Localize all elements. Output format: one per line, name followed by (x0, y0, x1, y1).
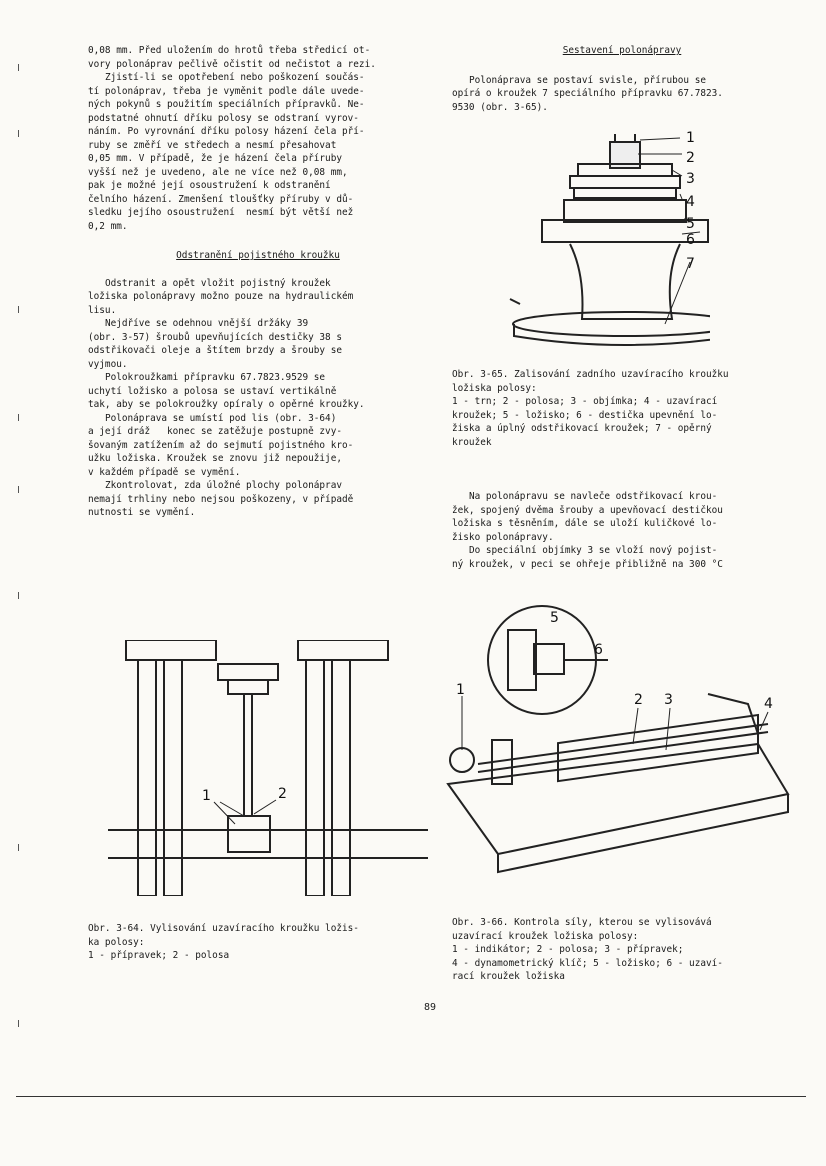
section-heading-assembly: Sestavení polonápravy (562, 45, 682, 56)
margin-mark (18, 306, 19, 313)
figure-label: 3 (664, 692, 673, 708)
paragraph: Na polonápravu se navleče odstřikovací krou- žek, spojený dvěma šrouby a upevňovací destičkou ložiska s těsněním, dále se uloží kuličkové lo- žisko polonápravy. (452, 491, 723, 543)
figure-3-65-caption: Obr. 3-65. Zalisování zadního uzavíracího kroužku ložiska polosy: 1 - trn; 2 - polosa; 3 - objímka; 4 - uzavírací kroužek; 5 - ložisko; 6 - destička upevnění lo- žiska a úplný odstřikovací kroužek; 7 - opěrný kroužek (452, 369, 729, 448)
paragraph: Zkontrolovat, zda úložné plochy polonáprav nemají trhliny nebo nejsou poškozeny, v případě nutnosti se vymění. (88, 480, 354, 518)
figure-label: 3 (686, 171, 695, 187)
bottom-rule (16, 1096, 806, 1097)
figure-label: 1 (686, 130, 695, 146)
figure-label: 2 (686, 150, 695, 166)
figure-label: 4 (686, 194, 695, 210)
figure-3-64-caption: Obr. 3-64. Vylisování uzavíracího kroužku ložis- ka polosy: 1 - přípravek; 2 - polosa (88, 923, 359, 961)
figure-label: 6 (686, 232, 695, 248)
margin-mark (18, 592, 19, 599)
figure-3-66-illustration (438, 604, 798, 904)
right-column-middle (452, 490, 792, 571)
paragraph: Polonáprava se umístí pod lis (obr. 3-64) a její dráž konec se zatěžuje postupně zvy- šovaným zatížením až do sejmutí pojistného kro- užku ložiska. Kroužek se znovu již nepoužije, v každém případě se vymění. (88, 412, 354, 478)
paragraph: Nejdříve se odehnou vnější držáky 39 (obr. 3-57) šroubů upevňujících destičky 38 s odstřikovači oleje a štítem brzdy a šrouby se vyjmou. (88, 318, 342, 370)
page-number: 89 (424, 1002, 437, 1013)
margin-mark (18, 64, 19, 71)
figure-3-65-illustration (490, 124, 710, 354)
figure-3-66-caption: Obr. 3-66. Kontrola síly, kterou se vylisovává uzavírací kroužek ložiska polosy: 1 - indikátor; 2 - polosa; 3 - přípravek; 4 - dynamometrický klíč; 5 - ložisko; 6 - uzaví- rací kroužek ložiska (452, 917, 723, 982)
paragraph: Do speciální objímky 3 se vloží nový pojist- ný kroužek, v peci se ohřeje přibližně na 300 °C (452, 545, 723, 570)
figure-label: 2 (278, 786, 287, 802)
figure-label: 5 (550, 610, 559, 626)
figure-label: 4 (764, 696, 773, 712)
figure-label: 5 (686, 216, 695, 232)
figure-label: 2 (634, 692, 643, 708)
margin-mark (18, 414, 19, 421)
margin-mark (18, 130, 19, 137)
paragraph: Polokroužkami přípravku 67.7823.9529 se uchytí ložisko a polosa se ustaví vertikálně tak, aby se polokroužky opíraly o opěrné kroužky. (88, 372, 365, 410)
figure-label: 1 (456, 682, 465, 698)
figure-3-64-illustration (98, 640, 438, 896)
paragraph-top: 0,08 mm. Před uložením do hrotů třeba středicí ot- vory polonáprav pečlivě očistit od nečistot a rezi. Zjistí-li se opotřebení nebo poškození součás- tí polonáprav, třeba je vyměnit podle dále uvede- ných pokynů s použitím speciálních přípravků. Ne- podstatné ohnutí dříku polosy se odstraní vyrov- náním. Po vyrovnání dříku polosy házení čela pří- ruby se změří ve středech a nesmí přesahovat 0,05 mm. V případě, že je házení čela příruby vyšší než je uvedeno, ale ne více než 0,08 mm, pak je možné její osoustružení k odstranění čelního házení. Zmenšení tloušťky příruby v dů- sledku jejího osoustružení nesmí být větší než 0,2 mm. (88, 45, 376, 232)
right-column-top (452, 44, 792, 114)
margin-mark (18, 1020, 19, 1027)
margin-mark (18, 486, 19, 493)
figure-label: 1 (202, 788, 211, 804)
figure-label: 7 (686, 256, 695, 272)
section-heading-retaining-ring: Odstranění pojistného kroužku (176, 250, 340, 261)
left-column (88, 44, 428, 520)
paragraph: Polonáprava se postaví svisle, přírubou se opírá o kroužek 7 speciálního přípravku 67.7823. 9530 (obr. 3-65). (452, 74, 723, 113)
figure-label: 6 (594, 642, 603, 658)
paragraph: Odstranit a opět vložit pojistný kroužek ložiska polonápravy možno pouze na hydraulickém lisu. (88, 277, 354, 316)
margin-mark (18, 844, 19, 851)
